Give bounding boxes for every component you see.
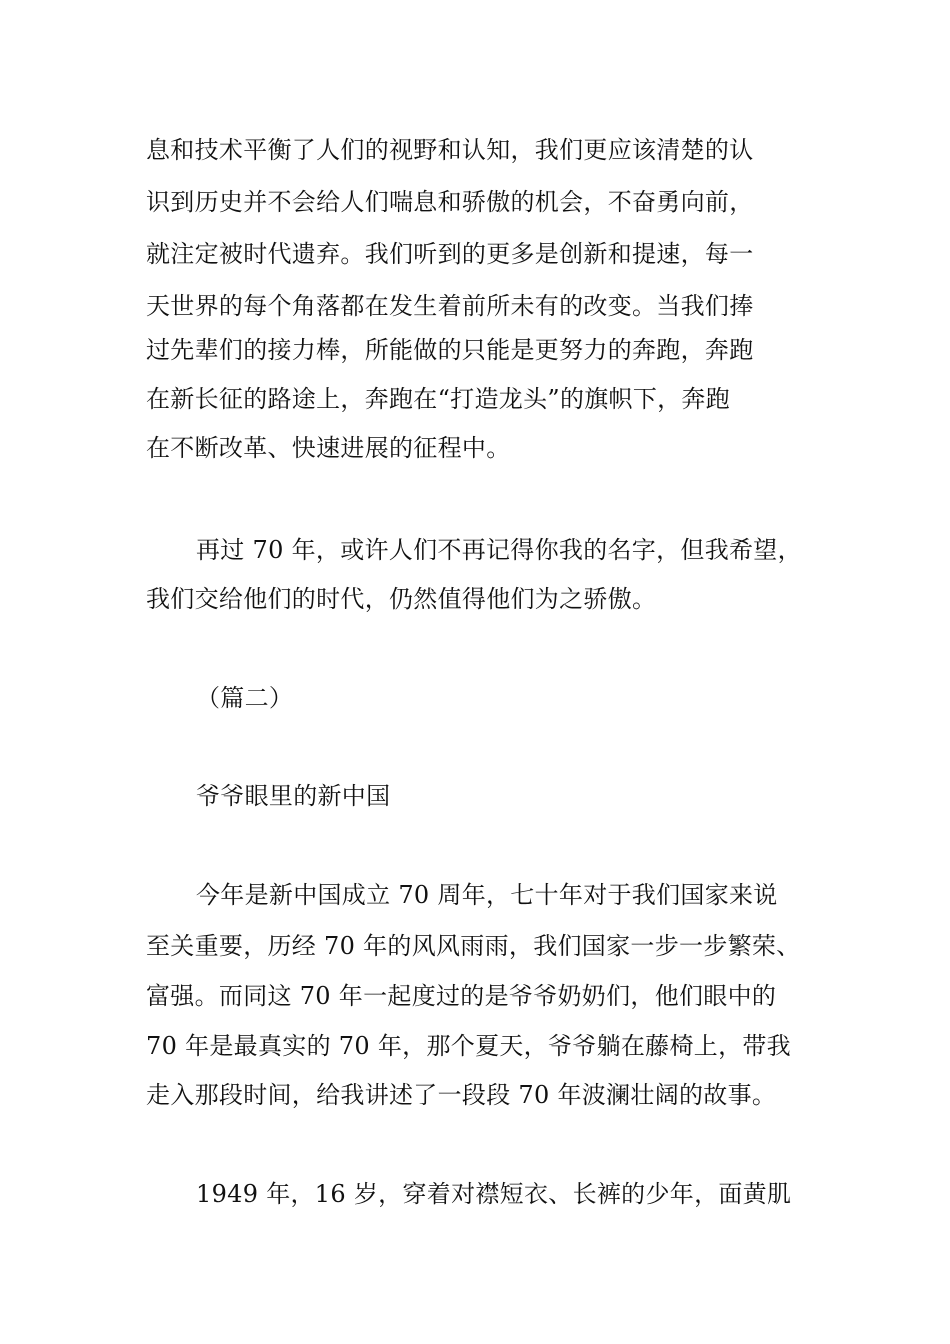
- paragraph-2-line-2: 我们交给他们的时代，仍然值得他们为之骄傲。: [146, 585, 657, 613]
- paragraph-4-line-1: 1949 年，16 岁，穿着对襟短衣、长裤的少年，面黄肌: [196, 1180, 792, 1208]
- paragraph-3-line-3: 富强。而同这 70 年一起度过的是爷爷奶奶们，他们眼中的: [146, 982, 777, 1010]
- paragraph-2-line-1: 再过 70 年，或许人们不再记得你我的名字，但我希望，: [196, 536, 802, 564]
- paragraph-1-line-5: 过先辈们的接力棒，所能做的只能是更努力的奔跑，奔跑: [146, 336, 754, 364]
- paragraph-3-line-2: 至关重要，历经 70 年的风风雨雨，我们国家一步一步繁荣、: [146, 932, 801, 960]
- section-marker: （篇二）: [196, 684, 294, 712]
- paragraph-1-line-6: 在新长征的路途上，奔跑在“打造龙头”的旗帜下，奔跑: [146, 385, 731, 413]
- paragraph-3-line-1: 今年是新中国成立 70 周年，七十年对于我们国家来说: [196, 881, 778, 909]
- section-title: 爷爷眼里的新中国: [196, 782, 391, 810]
- paragraph-1-line-2: 识到历史并不会给人们喘息和骄傲的机会，不奋勇向前，: [146, 188, 754, 216]
- paragraph-1-line-4: 天世界的每个角落都在发生着前所未有的改变。当我们捧: [146, 292, 754, 320]
- paragraph-1-line-3: 就注定被时代遗弃。我们听到的更多是创新和提速，每一: [146, 240, 754, 268]
- paragraph-1-line-7: 在不断改革、快速进展的征程中。: [146, 434, 511, 462]
- paragraph-3-line-4: 70 年是最真实的 70 年，那个夏天，爷爷躺在藤椅上，带我: [146, 1032, 791, 1060]
- paragraph-3-line-5: 走入那段时间，给我讲述了一段段 70 年波澜壮阔的故事。: [146, 1081, 777, 1109]
- paragraph-1-line-1: 息和技术平衡了人们的视野和认知，我们更应该清楚的认: [146, 136, 754, 164]
